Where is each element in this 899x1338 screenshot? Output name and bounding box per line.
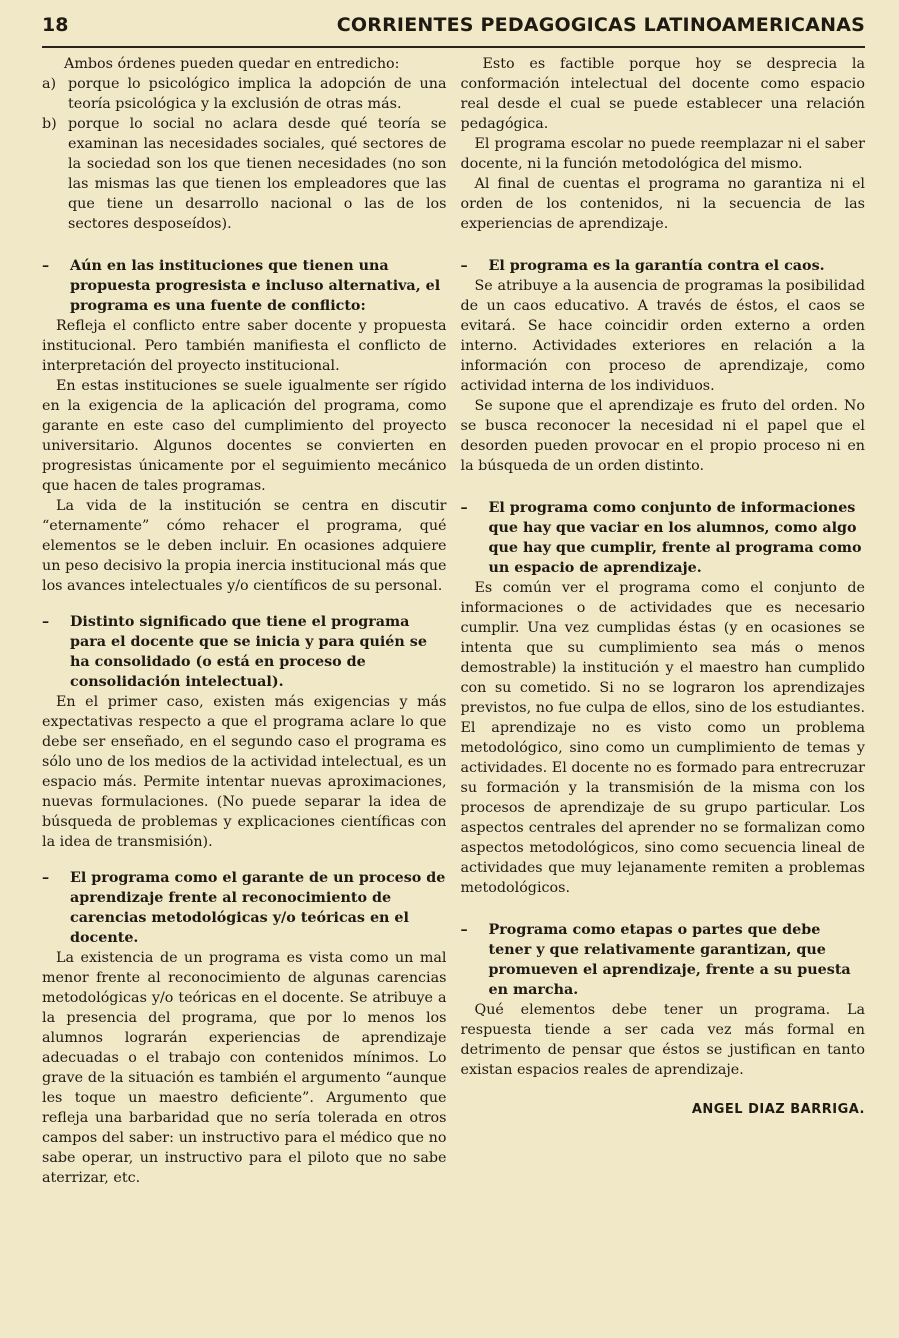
heading-text: El programa como conjunto de informaciones que hay que vaciar en los alumnos, como algo que hay que cumplir, frente al programa como un espacio de aprendizaje.	[488, 500, 862, 576]
heading-dash: –	[460, 922, 468, 938]
section-significado	[42, 612, 447, 852]
section-heading	[42, 868, 447, 948]
page-header	[42, 14, 865, 44]
heading-text: Distinto significado que tiene el programa para el docente que se inicia y para quién se ha consolidado (o está en proceso de consolidación intelectual).	[70, 614, 427, 690]
section-informaciones	[461, 498, 866, 898]
section-heading	[461, 256, 866, 276]
paragraph: La existencia de un programa es vista como un mal menor frente al reconocimiento de algunas carencias metodológicas y/o teóricas en el docente. Se atribuye a la presencia del programa, que por lo menos los alumnos lograrán experiencias de aprendizaje adecuadas o el trabajo con contenidos mínimos. Lo grave de la situación es también el argumento “aunque les toque un maestro deficiente”. Argumento que refleja una barbaridad que no sería tolerada en otros campos del saber: un instructivo para el médico que no sabe operar, un instructivo para el piloto que no sabe aterrizar, etc.	[42, 950, 447, 1186]
section-garante	[42, 868, 447, 1188]
section-etapas	[461, 920, 866, 1080]
heading-text: Aún en las instituciones que tienen una propuesta progresista e incluso alternativa, el programa es una fuente de conflicto:	[70, 258, 441, 314]
running-title: CORRIENTES PEDAGOGICAS LATINOAMERICANAS	[336, 14, 865, 36]
header-rule	[42, 46, 865, 48]
heading-dash: –	[42, 258, 50, 274]
author-signature: ANGEL DIAZ BARRIGA.	[691, 1102, 865, 1117]
paragraph: Al final de cuentas el programa no garantiza ni el orden de los contenidos, ni la secuencia de las experiencias de aprendizaje.	[460, 176, 865, 232]
section-conflicto	[42, 256, 447, 596]
paragraph: Esto es factible porque hoy se desprecia la conformación intelectual del docente como espacio real desde el cual se puede establecer una relación pedagógica.	[460, 56, 865, 132]
right-column	[461, 54, 866, 1188]
left-column	[42, 54, 447, 1188]
paragraph: Se supone que el aprendizaje es fruto del orden. No se busca reconocer la necesidad ni el papel que el desorden pueden provocar en el propio proceso ni en la búsqueda de un orden distinto.	[460, 398, 865, 474]
page-number: 18	[42, 14, 69, 36]
heading-dash: –	[460, 500, 468, 516]
heading-text: Programa como etapas o partes que debe tener y que relativamente garantizan, que promueven el aprendizaje, frente a su puesta en marcha.	[488, 922, 851, 998]
list-item-a	[42, 74, 447, 114]
paragraph: Es común ver el programa como el conjunto de informaciones o de actividades que es necesario cumplir. Una vez cumplidas éstas (y en ocasiones se intenta que su cumplimiento sea más o menos demostrable) la institución y el maestro han cumplido con su cometido. Si no se lograron los aprendizajes previstos, no fue culpa de ellos, sino de los estudiantes. El aprendizaje no es visto como un problema metodológico, sino como un cumplimiento de temas y actividades. El docente no es formado para entrecruzar su formación y la transmisión de la misma con los procesos de aprendizaje de su grupo particular. Los aspectos centrales del aprender no se formalizan como aspectos metodológicos, sino como secuencia lineal de actividades que muy lejanamente remiten a problemas metodológicos.	[460, 580, 865, 896]
intro-paragraph: Ambos órdenes pueden quedar en entredicho:	[64, 56, 400, 72]
paragraph: El programa escolar no puede reemplazar ni el saber docente, ni la función metodológica del mismo.	[460, 136, 865, 172]
heading-dash: –	[42, 870, 50, 886]
section-heading	[461, 498, 866, 578]
section-caos	[461, 256, 866, 476]
heading-dash: –	[460, 258, 468, 274]
list-label-a: a)	[42, 76, 57, 92]
paragraph: Se atribuye a la ausencia de programas la posibilidad de un caos educativo. A través de éstos, el caos se evitará. Se hace coincidir orden externo a orden interno. Actividades exteriores en relación a la información con proceso de aprendizaje, como actividad interna de los individuos.	[460, 278, 865, 394]
list-text-b: porque lo social no aclara desde qué teoría se examinan las necesidades sociales, qué sectores de la sociedad son los que tienen necesidades (no son las mismas las que tienen los empleadores que las que tiene un desarrollo nacional o las de los sectores desposeídos).	[68, 116, 447, 232]
heading-text: El programa como el garante de un proceso de aprendizaje frente al reconocimiento de carencias metodológicas y/o teóricas en el docente.	[70, 870, 446, 946]
list-text-a: porque lo psicológico implica la adopción de una teoría psicológica y la exclusión de otras más.	[68, 76, 447, 112]
list-label-b: b)	[42, 116, 57, 132]
section-heading	[461, 920, 866, 1000]
list-item-b	[42, 114, 447, 234]
paragraph: Qué elementos debe tener un programa. La respuesta tiende a ser cada vez más formal en detrimento de pensar que éstos se justifican en tanto existan espacios reales de aprendizaje.	[460, 1002, 865, 1078]
paragraph: Refleja el conflicto entre saber docente y propuesta institucional. Pero también manifiesta el conflicto de interpretación del proyecto institucional.	[42, 318, 447, 374]
heading-text: El programa es la garantía contra el caos.	[488, 258, 825, 274]
section-heading	[42, 256, 447, 316]
paragraph: En estas instituciones se suele igualmente ser rígido en la exigencia de la aplicación del programa, como garante en este caso del cumplimiento del proyecto universitario. Algunos docentes se convierten en progresistas únicamente por el seguimiento mecánico que hacen de tales programas.	[42, 378, 447, 494]
paragraph: En el primer caso, existen más exigencias y más expectativas respecto a que el programa aclare lo que debe ser enseñado, en el segundo caso el programa es sólo uno de los medios de la actividad intelectual, es un espacio más. Permite intentar nuevas aproximaciones, nuevas formulaciones. (No puede separar la idea de búsqueda de problemas y explicaciones científicas con la idea de transmisión).	[42, 694, 447, 850]
paragraph: La vida de la institución se centra en discutir “eternamente” cómo rehacer el programa, qué elementos se le deben incluir. En ocasiones adquiere un peso decisivo la propia inercia institucional más que los avances intelectuales y/o científicos de su personal.	[42, 498, 447, 594]
heading-dash: –	[42, 614, 50, 630]
section-heading	[42, 612, 447, 692]
article-columns	[42, 54, 865, 1188]
